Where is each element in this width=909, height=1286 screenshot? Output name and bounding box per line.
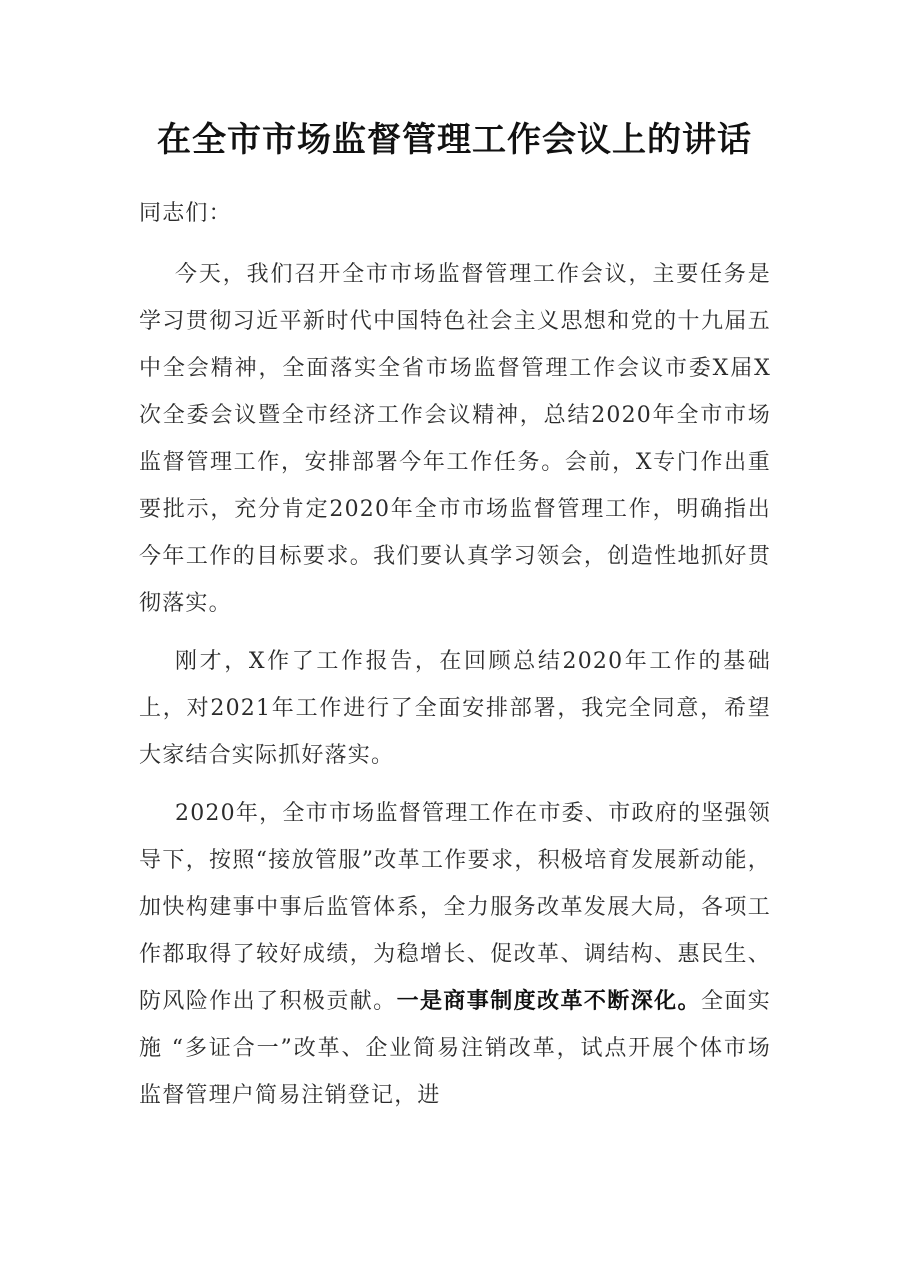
paragraph-opening: 今天，我们召开全市市场监督管理工作会议，主要任务是学习贯彻习近平新时代中国特色社会主义思想和党的十九届五中全会精神，全面落实全省市场监督管理工作会议市委X届X次全委会议暨全市经济工作会议精神，总结2020年全市市场监督管理工作，安排部署今年工作任务。会前，X专门作出重要批示，充分肯定2020年全市市场监督管理工作，明确指出今年工作的目标要求。我们要认真学习领会，创造性地抓好贯彻落实。 [139, 262, 771, 616]
paragraph-review-heading: 一是商事制度改革不断深化。 [396, 988, 701, 1014]
document-body [139, 190, 771, 1130]
paragraph-review [139, 790, 771, 1119]
document-title: 在全市市场监督管理工作会议上的讲话 [157, 120, 752, 160]
paragraph-review-text: 2020年，全市市场监督管理工作在市委、市政府的坚强领导下，按照“接放管服”改革工作要求，积极培育发展新动能，加快构建事中事后监管体系，全力服务改革发展大局，各项工作都取得了较好成绩，为稳增长、促改革、调结构、惠民生、防风险作出了积极贡献。 [139, 801, 771, 1014]
paragraph-review-tail: 全面实施 “多证合一”改革、企业简易注销改革，试点开展个体市场监督管理户简易注销登记，进 [139, 989, 771, 1108]
paragraph-report: 刚才，X作了工作报告，在回顾总结2020年工作的基础上，对2021年工作进行了全面安排部署，我完全同意，希望大家结合实际抓好落实。 [139, 649, 771, 768]
salutation: 同志们： [139, 201, 232, 226]
